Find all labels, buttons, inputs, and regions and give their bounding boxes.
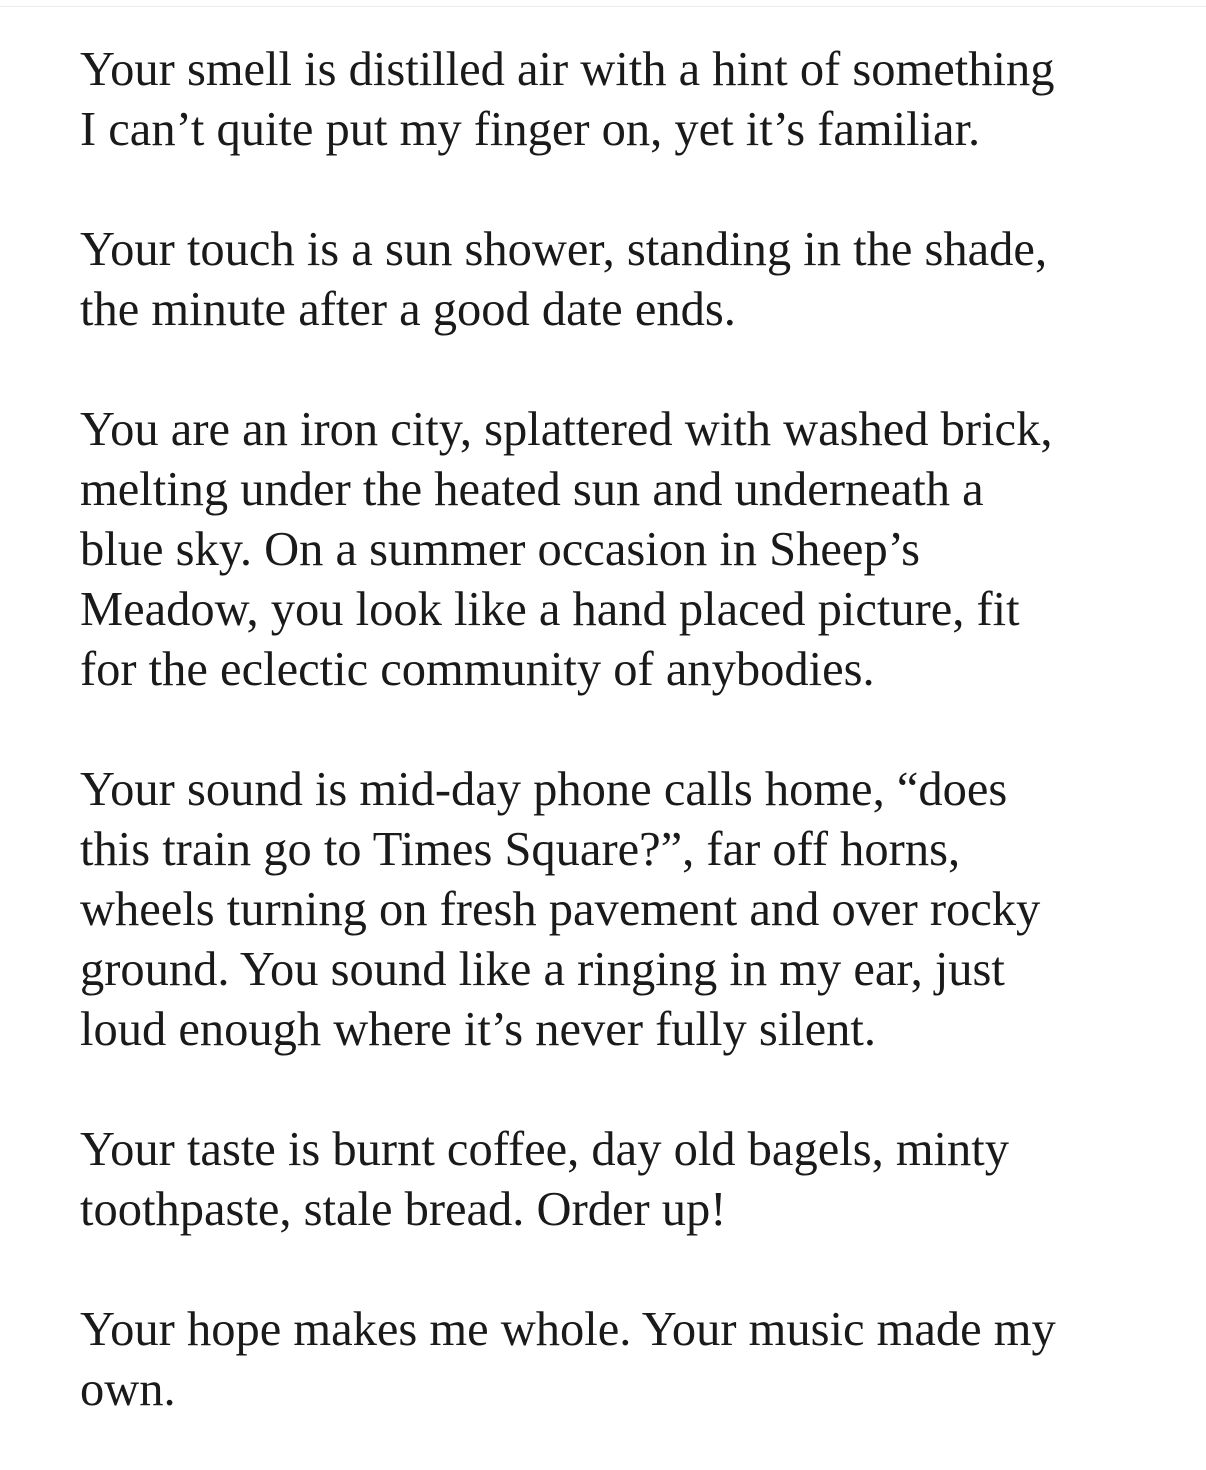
poem-line: blue sky. On a summer occasion in Sheep’s xyxy=(80,523,921,576)
poem-line: for the eclectic community of anybodies. xyxy=(80,643,875,696)
poem-line: Your smell is distilled air with a hint of something xyxy=(80,43,1055,96)
poem-line: Your sound is mid-day phone calls home, “does xyxy=(80,763,1008,816)
poem-line: toothpaste, stale bread. Order up! xyxy=(80,1183,727,1236)
stanza-smell xyxy=(80,40,1190,160)
poem-line: Your taste is burnt coffee, day old bagels, minty xyxy=(80,1123,1010,1176)
poem-line: I can’t quite put my finger on, yet it’s familiar. xyxy=(80,103,981,156)
top-divider xyxy=(0,6,1206,7)
poem-line: this train go to Times Square?”, far off horns, xyxy=(80,823,961,876)
poem-line: Your hope makes me whole. Your music made my xyxy=(80,1303,1056,1356)
poem-line: Your touch is a sun shower, standing in the shade, xyxy=(80,223,1048,276)
poem-line: melting under the heated sun and underneath a xyxy=(80,463,984,516)
poem-line: You are an iron city, splattered with washed brick, xyxy=(80,403,1053,456)
poem-line: the minute after a good date ends. xyxy=(80,283,736,336)
poem-text xyxy=(80,40,1190,1420)
poem-line: Meadow, you look like a hand placed picture, fit xyxy=(80,583,1020,636)
stanza-city xyxy=(80,400,1190,700)
poem-line: own. xyxy=(80,1363,176,1416)
stanza-taste xyxy=(80,1120,1190,1240)
poem-line: ground. You sound like a ringing in my ear, just xyxy=(80,943,1005,996)
poem-line: wheels turning on fresh pavement and over rocky xyxy=(80,883,1041,936)
poem-line: loud enough where it’s never fully silent. xyxy=(80,1003,877,1056)
stanza-sound xyxy=(80,760,1190,1060)
stanza-hope xyxy=(80,1300,1190,1420)
stanza-touch xyxy=(80,220,1190,340)
